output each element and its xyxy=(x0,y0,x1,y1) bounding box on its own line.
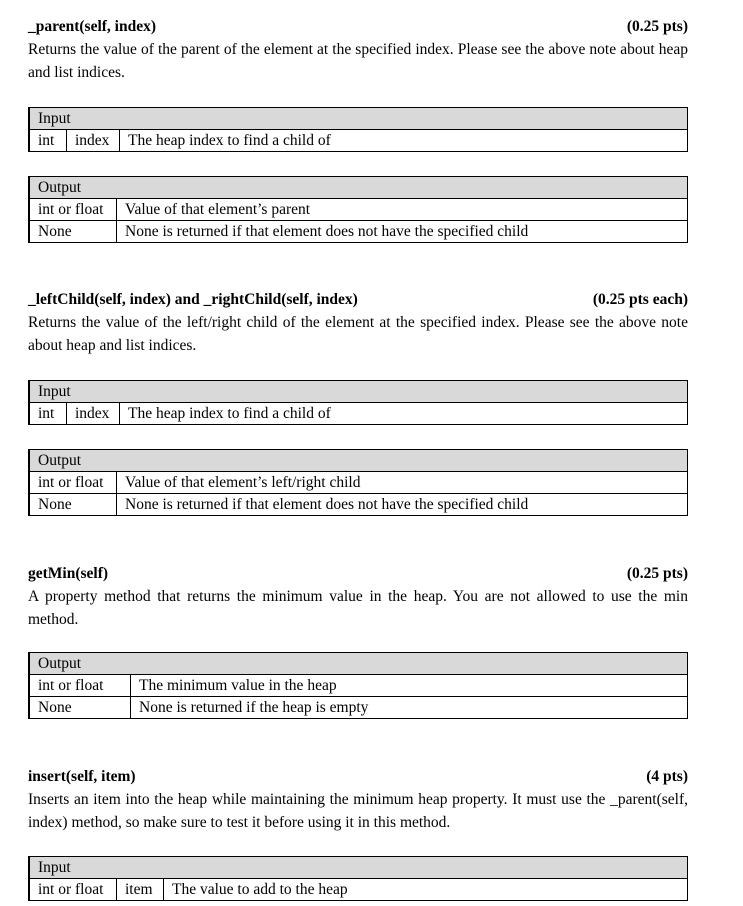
method-header xyxy=(28,16,688,38)
method-signature: getMin(self) xyxy=(28,565,109,582)
method-parent xyxy=(28,16,688,84)
method-points: (0.25 pts) xyxy=(626,565,688,582)
table-header: Output xyxy=(29,450,688,472)
table-row xyxy=(29,130,688,152)
return-description: None is returned if the heap is empty xyxy=(131,697,688,719)
input-table xyxy=(28,107,688,152)
table-row xyxy=(29,675,688,697)
return-type: None xyxy=(29,494,117,516)
input-table xyxy=(28,856,688,901)
method-signature: _parent(self, index) xyxy=(28,18,157,35)
param-description: The heap index to find a child of xyxy=(120,403,688,425)
table-row xyxy=(29,697,688,719)
param-description: The value to add to the heap xyxy=(164,879,688,901)
table-row xyxy=(29,472,688,494)
method-points: (4 pts) xyxy=(646,768,688,785)
input-table xyxy=(28,380,688,425)
output-table xyxy=(28,176,688,243)
return-type: None xyxy=(29,697,131,719)
param-name: index xyxy=(67,130,120,152)
method-insert xyxy=(28,766,688,834)
table-header: Input xyxy=(29,857,688,879)
method-description: Returns the value of the left/right child of the element at the specified index. Please see the above note about heap and list indices. xyxy=(28,314,688,354)
return-type: None xyxy=(29,221,117,243)
table-row xyxy=(29,199,688,221)
param-name: item xyxy=(117,879,164,901)
return-description: None is returned if that element does not have the specified child xyxy=(117,221,688,243)
method-description: Returns the value of the parent of the element at the specified index. Please see the above note about heap and list indices. xyxy=(28,41,688,81)
return-description: The minimum value in the heap xyxy=(131,675,688,697)
return-type: int or float xyxy=(29,199,117,221)
table-header: Output xyxy=(29,653,688,675)
table-row xyxy=(29,879,688,901)
table-row xyxy=(29,221,688,243)
method-description: A property method that returns the minimum value in the heap. You are not allowed to use the min method. xyxy=(28,588,688,628)
return-type: int or float xyxy=(29,472,117,494)
method-points: (0.25 pts) xyxy=(626,18,688,35)
method-signature: insert(self, item) xyxy=(28,768,136,785)
return-description: Value of that element’s parent xyxy=(117,199,688,221)
param-type: int xyxy=(29,403,67,425)
method-header xyxy=(28,563,688,585)
param-name: index xyxy=(67,403,120,425)
output-table xyxy=(28,449,688,516)
method-getmin xyxy=(28,563,688,631)
return-type: int or float xyxy=(29,675,131,697)
method-description: Inserts an item into the heap while maintaining the minimum heap property. It must use the _parent(self, index) method, so make sure to test it before using it in this method. xyxy=(28,791,688,831)
method-points: (0.25 pts each) xyxy=(592,291,688,308)
method-left-right-child xyxy=(28,289,688,357)
table-header: Input xyxy=(29,108,688,130)
return-description: None is returned if that element does not have the specified child xyxy=(117,494,688,516)
param-type: int xyxy=(29,130,67,152)
method-header xyxy=(28,289,688,311)
return-description: Value of that element’s left/right child xyxy=(117,472,688,494)
table-header: Input xyxy=(29,381,688,403)
table-row xyxy=(29,494,688,516)
table-header: Output xyxy=(29,177,688,199)
param-type: int or float xyxy=(29,879,117,901)
output-table xyxy=(28,652,688,719)
table-row xyxy=(29,403,688,425)
method-signature: _leftChild(self, index) and _rightChild(self, index) xyxy=(28,291,358,308)
param-description: The heap index to find a child of xyxy=(120,130,688,152)
method-header xyxy=(28,766,688,788)
